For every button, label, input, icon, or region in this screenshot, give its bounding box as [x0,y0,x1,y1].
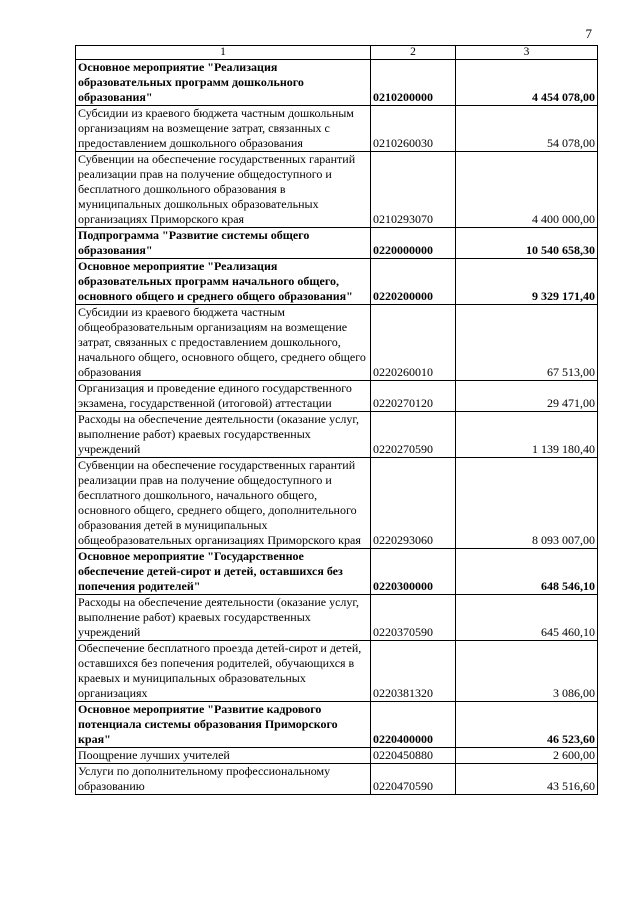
header-col-3: 3 [456,46,598,60]
row-name: Основное мероприятие "Развитие кадрового потенциала системы образования Приморского края" [76,702,371,748]
page-number: 7 [585,26,592,41]
row-name: Поощрение лучших учителей [76,748,371,764]
row-name: Основное мероприятие "Реализация образовательных программ начального общего, основного общего и среднего общего образования" [76,259,371,305]
row-amount: 8 093 007,00 [456,458,598,549]
table-row [76,458,598,549]
row-name: Услуги по дополнительному профессиональному образованию [76,764,371,795]
row-code: 0220381320 [371,641,456,702]
header-col-2: 2 [371,46,456,60]
table-row [76,549,598,595]
row-name: Расходы на обеспечение деятельности (оказание услуг, выполнение работ) краевых государственных учреждений [76,595,371,641]
table-row [76,106,598,152]
row-name: Подпрограмма "Развитие системы общего образования" [76,228,371,259]
row-amount: 1 139 180,40 [456,412,598,458]
row-name: Организация и проведение единого государственного экзамена, государственной (итоговой) аттестации [76,381,371,412]
table-row [76,381,598,412]
table-row [76,228,598,259]
row-name: Основное мероприятие "Реализация образовательных программ дошкольного образования" [76,60,371,106]
table-row [76,764,598,795]
header-col-1: 1 [76,46,371,60]
table-row [76,259,598,305]
row-amount: 29 471,00 [456,381,598,412]
row-code: 0220000000 [371,228,456,259]
row-amount: 54 078,00 [456,106,598,152]
row-name: Обеспечение бесплатного проезда детей-сирот и детей, оставшихся без попечения родителей, обучающихся в краевых и муниципальных образовательных организациях [76,641,371,702]
row-code: 0220270120 [371,381,456,412]
row-name: Субвенции на обеспечение государственных гарантий реализации прав на получение общедоступного и бесплатного дошкольного, начального общего, основного общего, среднего общего, дополнительного образования детей в муниципальных общеобразовательных организациях Приморского края [76,458,371,549]
row-amount: 648 546,10 [456,549,598,595]
row-code: 0220470590 [371,764,456,795]
row-amount: 2 600,00 [456,748,598,764]
row-code: 0220200000 [371,259,456,305]
row-amount: 4 400 000,00 [456,152,598,228]
budget-table [75,45,598,795]
table-row [76,702,598,748]
row-code: 0210200000 [371,60,456,106]
row-amount: 3 086,00 [456,641,598,702]
row-amount: 43 516,60 [456,764,598,795]
row-code: 0220293060 [371,458,456,549]
row-name: Основное мероприятие "Государственное обеспечение детей-сирот и детей, оставшихся без попечения родителей" [76,549,371,595]
table-row [76,305,598,381]
row-code: 0220370590 [371,595,456,641]
row-name: Расходы на обеспечение деятельности (оказание услуг, выполнение работ) краевых государственных учреждений [76,412,371,458]
row-code: 0220400000 [371,702,456,748]
table-row [76,595,598,641]
row-amount: 9 329 171,40 [456,259,598,305]
table-row [76,60,598,106]
row-name: Субсидии из краевого бюджета частным общеобразовательным организациям на возмещение затрат, связанных с предоставлением дошкольного, начального общего, основного общего, среднего общего образования [76,305,371,381]
row-code: 0220300000 [371,549,456,595]
table-row [76,748,598,764]
row-name: Субсидии из краевого бюджета частным дошкольным организациям на возмещение затрат, связанных с предоставлением дошкольного образования [76,106,371,152]
table-row [76,641,598,702]
row-code: 0220260010 [371,305,456,381]
table-header-row [76,46,598,60]
row-code: 0210260030 [371,106,456,152]
table-row [76,152,598,228]
row-code: 0220270590 [371,412,456,458]
row-amount: 645 460,10 [456,595,598,641]
row-amount: 67 513,00 [456,305,598,381]
row-amount: 4 454 078,00 [456,60,598,106]
row-amount: 10 540 658,30 [456,228,598,259]
row-code: 0210293070 [371,152,456,228]
row-amount: 46 523,60 [456,702,598,748]
row-code: 0220450880 [371,748,456,764]
row-name: Субвенции на обеспечение государственных гарантий реализации прав на получение общедоступного и бесплатного дошкольного образования в муниципальных дошкольных образовательных организациях Приморского края [76,152,371,228]
table-row [76,412,598,458]
